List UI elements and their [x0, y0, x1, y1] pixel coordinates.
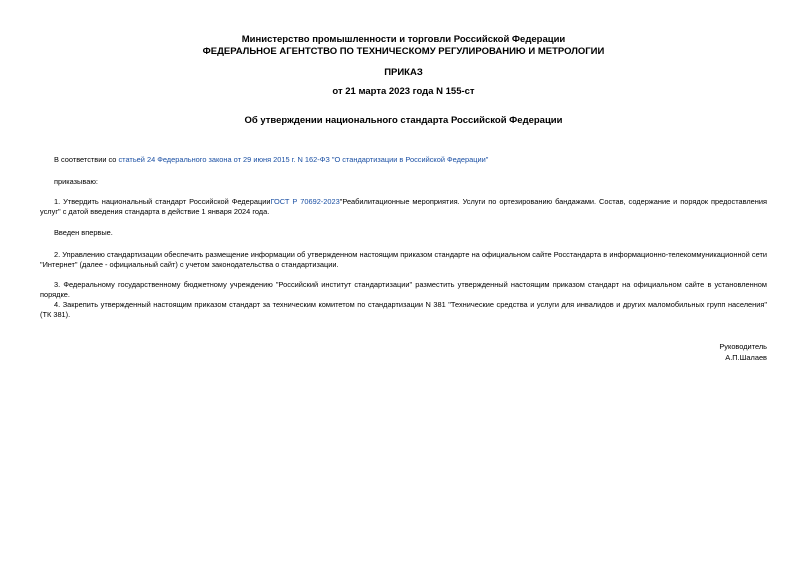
federal-law-link[interactable]: статьей 24 Федерального закона от 29 июня 2015 г. N 162-ФЗ "О стандартизации в Российской Федерации" [118, 155, 489, 164]
agency-heading: ФЕДЕРАЛЬНОЕ АГЕНТСТВО ПО ТЕХНИЧЕСКОМУ РЕГУЛИРОВАНИЮ И МЕТРОЛОГИИ [202, 46, 605, 57]
decree-paragraph: приказываю: [54, 177, 98, 186]
ministry-heading: Министерство промышленности и торговли Российской Федерации [241, 34, 566, 45]
item-1-suffix: "Реабилитационные мероприятия. Услуги по ортезированию бандажами. Состав, содержание и порядок предоставления услуг" с датой введения стандарта в действие 1 января 2024 года. [40, 197, 767, 216]
signatory-name: А.П.Шалаев [725, 353, 767, 362]
item-2-paragraph: 2. Управлению стандартизации обеспечить размещение информации об утвержденном настоящим приказом стандарте на официальном сайте Росстандарта в информационно-телекоммуникационной сети "Интернет" (далее - официальный сайт) с учетом законодательства о стандартизации. [40, 250, 767, 269]
item-1-paragraph [40, 197, 767, 217]
document-title: Об утверждении национального стандарта Российской Федерации [244, 115, 563, 126]
order-date: от 21 марта 2023 года N 155-ст [332, 86, 475, 97]
order-label: ПРИКАЗ [384, 67, 423, 78]
item-1-prefix: 1. Утвердить национальный стандарт Российской Федерации [54, 197, 271, 206]
signatory-role: Руководитель [719, 342, 767, 351]
introduced-first-paragraph: Введен впервые. [54, 228, 113, 237]
basis-paragraph [40, 155, 767, 165]
basis-prefix: В соответствии со [54, 155, 119, 164]
gost-standard-link[interactable]: ГОСТ Р 70692-2023 [270, 197, 340, 206]
item-3-paragraph: 3. Федеральному государственному бюджетному учреждению "Российский институт стандартизации" разместить утвержденный настоящим приказом стандарт на официальном сайте в установленном порядке. [40, 280, 767, 299]
item-4-paragraph: 4. Закрепить утвержденный настоящим приказом стандарт за техническим комитетом по стандартизации N 381 "Технические средства и услуги для инвалидов и других маломобильных групп населения" (ТК 381). [40, 300, 767, 319]
